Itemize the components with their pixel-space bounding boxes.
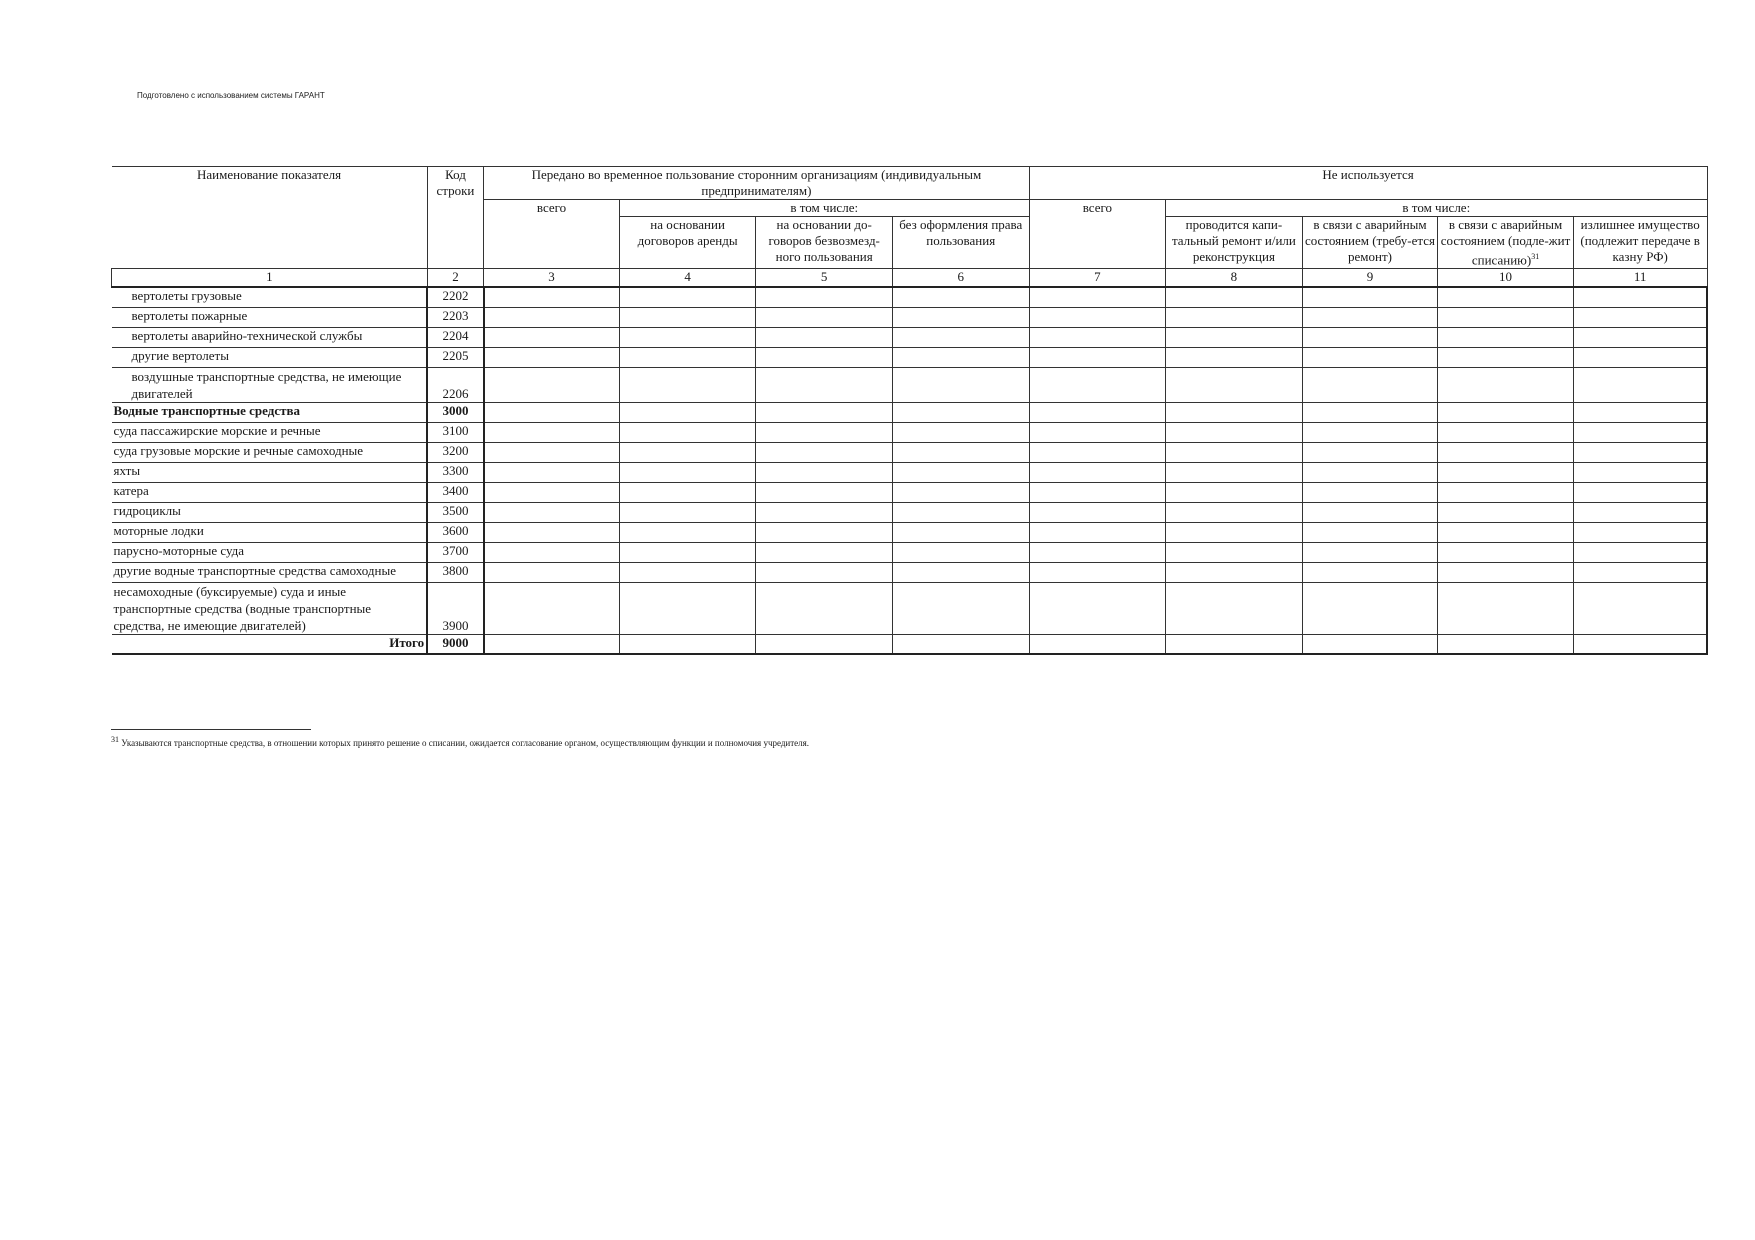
data-cell[interactable] xyxy=(484,307,620,327)
col-number: 5 xyxy=(756,269,893,288)
data-cell[interactable] xyxy=(756,442,893,462)
data-cell[interactable] xyxy=(619,367,756,402)
table-row xyxy=(112,287,1708,307)
data-cell[interactable] xyxy=(1302,562,1438,582)
table-row xyxy=(112,327,1708,347)
data-cell[interactable] xyxy=(1573,367,1707,402)
data-cell[interactable] xyxy=(1302,462,1438,482)
header-free-use: на основании до-говоров безвозмезд-ного пользования xyxy=(756,217,893,269)
data-cell[interactable] xyxy=(619,347,756,367)
total-row xyxy=(112,634,1708,654)
data-cell[interactable] xyxy=(756,287,893,307)
row-code: 3200 xyxy=(427,442,484,462)
data-cell[interactable] xyxy=(1438,462,1574,482)
header-capital-repair: проводится капи-тальный ремонт и/или реконструкция xyxy=(1166,217,1303,269)
row-code: 3500 xyxy=(427,502,484,522)
row-name: суда грузовые морские и речные самоходные xyxy=(112,442,428,462)
row-name: парусно-моторные суда xyxy=(112,542,428,562)
data-cell[interactable] xyxy=(1573,582,1707,634)
data-cell[interactable] xyxy=(1302,307,1438,327)
data-cell[interactable] xyxy=(484,287,620,307)
data-cell[interactable] xyxy=(892,542,1029,562)
row-name: вертолеты грузовые xyxy=(112,287,428,307)
row-code: 3700 xyxy=(427,542,484,562)
data-cell[interactable] xyxy=(892,634,1029,654)
data-cell[interactable] xyxy=(1166,562,1303,582)
data-cell[interactable] xyxy=(1166,482,1303,502)
row-code: 9000 xyxy=(427,634,484,654)
col-number: 10 xyxy=(1438,269,1574,288)
data-cell[interactable] xyxy=(756,582,893,634)
data-cell[interactable] xyxy=(1302,402,1438,422)
data-cell[interactable] xyxy=(1438,327,1574,347)
col-number: 4 xyxy=(619,269,756,288)
header-unused-including: в том числе: xyxy=(1166,200,1707,217)
data-cell[interactable] xyxy=(1302,634,1438,654)
data-cell[interactable] xyxy=(1438,562,1574,582)
data-cell[interactable] xyxy=(1573,287,1707,307)
row-name: гидроциклы xyxy=(112,502,428,522)
row-name: вертолеты аварийно-технической службы xyxy=(112,327,428,347)
data-cell[interactable] xyxy=(1029,442,1166,462)
row-code: 3600 xyxy=(427,522,484,542)
data-cell[interactable] xyxy=(1438,442,1574,462)
header-unused: Не используется xyxy=(1029,167,1707,200)
data-cell[interactable] xyxy=(484,634,620,654)
data-cell[interactable] xyxy=(619,502,756,522)
data-cell[interactable] xyxy=(756,402,893,422)
data-cell[interactable] xyxy=(756,562,893,582)
data-cell[interactable] xyxy=(619,287,756,307)
data-cell[interactable] xyxy=(892,347,1029,367)
footnote-text: Указываются транспортные средства, в отношении которых принято решение о списании, ожидается согласование органом, осуществляющим функции и полномочия учредителя. xyxy=(121,738,810,748)
data-cell[interactable] xyxy=(1573,522,1707,542)
data-cell[interactable] xyxy=(1438,367,1574,402)
garant-header-note: Подготовлено с использованием системы ГАРАНТ xyxy=(137,91,325,100)
data-cell[interactable] xyxy=(484,442,620,462)
data-cell[interactable] xyxy=(892,482,1029,502)
data-cell[interactable] xyxy=(1438,522,1574,542)
data-cell[interactable] xyxy=(619,582,756,634)
col-number: 3 xyxy=(484,269,620,288)
data-cell[interactable] xyxy=(1029,422,1166,442)
table-row xyxy=(112,482,1708,502)
data-cell[interactable] xyxy=(1438,347,1574,367)
data-cell[interactable] xyxy=(1573,402,1707,422)
data-cell[interactable] xyxy=(1302,347,1438,367)
data-cell[interactable] xyxy=(756,634,893,654)
table-row xyxy=(112,347,1708,367)
col-number: 8 xyxy=(1166,269,1303,288)
data-cell[interactable] xyxy=(1302,582,1438,634)
data-cell[interactable] xyxy=(1029,347,1166,367)
data-cell[interactable] xyxy=(892,402,1029,422)
data-cell[interactable] xyxy=(484,327,620,347)
data-cell[interactable] xyxy=(484,562,620,582)
col-number: 2 xyxy=(427,269,484,288)
data-cell[interactable] xyxy=(1573,327,1707,347)
data-cell[interactable] xyxy=(1166,522,1303,542)
data-cell[interactable] xyxy=(1438,542,1574,562)
header-code: Код строки xyxy=(427,167,484,269)
data-cell[interactable] xyxy=(619,402,756,422)
row-name: моторные лодки xyxy=(112,522,428,542)
row-name: другие вертолеты xyxy=(112,347,428,367)
table-row xyxy=(112,502,1708,522)
row-code: 3000 xyxy=(427,402,484,422)
data-cell[interactable] xyxy=(1166,347,1303,367)
table-row xyxy=(112,307,1708,327)
col-number: 6 xyxy=(892,269,1029,288)
row-name: Водные транспортные средства xyxy=(112,402,428,422)
data-cell[interactable] xyxy=(1029,287,1166,307)
data-cell[interactable] xyxy=(1438,482,1574,502)
data-cell[interactable] xyxy=(484,542,620,562)
data-cell[interactable] xyxy=(1166,582,1303,634)
header-emergency-writeoff: в связи с аварийным состоянием (подле-жит списанию)$^{31}$ xyxy=(1438,217,1574,269)
data-cell[interactable] xyxy=(756,422,893,442)
data-cell[interactable] xyxy=(1573,502,1707,522)
row-code: 3100 xyxy=(427,422,484,442)
data-cell[interactable] xyxy=(1438,502,1574,522)
data-cell[interactable] xyxy=(892,442,1029,462)
data-cell[interactable] xyxy=(484,422,620,442)
data-cell[interactable] xyxy=(619,482,756,502)
data-cell[interactable] xyxy=(1302,522,1438,542)
data-cell[interactable] xyxy=(756,307,893,327)
table-row xyxy=(112,422,1708,442)
row-code: 2203 xyxy=(427,307,484,327)
data-cell[interactable] xyxy=(1302,287,1438,307)
header-no-rights: без оформления права пользования xyxy=(892,217,1029,269)
data-cell[interactable] xyxy=(892,502,1029,522)
row-name: Итого xyxy=(112,634,428,654)
data-cell[interactable] xyxy=(1029,582,1166,634)
col-number: 11 xyxy=(1573,269,1707,288)
row-code: 3800 xyxy=(427,562,484,582)
report-table xyxy=(111,166,1708,655)
data-cell[interactable] xyxy=(1573,442,1707,462)
row-name: воздушные транспортные средства, не имеющие двигателей xyxy=(112,367,428,402)
data-cell[interactable] xyxy=(1029,522,1166,542)
data-cell[interactable] xyxy=(1573,562,1707,582)
row-name: несамоходные (буксируемые) суда и иные транспортные средства (водные транспортные средства, не имеющие двигателей) xyxy=(112,582,428,634)
data-cell[interactable] xyxy=(484,462,620,482)
data-cell[interactable] xyxy=(619,542,756,562)
data-cell[interactable] xyxy=(756,482,893,502)
data-cell[interactable] xyxy=(619,522,756,542)
data-cell[interactable] xyxy=(1166,422,1303,442)
data-cell[interactable] xyxy=(484,582,620,634)
footnote-ref: 31 xyxy=(1531,252,1540,261)
data-cell[interactable] xyxy=(1302,542,1438,562)
footnote-divider xyxy=(111,729,311,730)
row-name: вертолеты пожарные xyxy=(112,307,428,327)
table-row xyxy=(112,462,1708,482)
row-name: яхты xyxy=(112,462,428,482)
row-code: 2202 xyxy=(427,287,484,307)
data-cell[interactable] xyxy=(1302,367,1438,402)
data-cell[interactable] xyxy=(484,367,620,402)
data-cell[interactable] xyxy=(484,482,620,502)
data-cell[interactable] xyxy=(1438,582,1574,634)
data-cell[interactable] xyxy=(892,327,1029,347)
data-cell[interactable] xyxy=(1029,634,1166,654)
header-transferred-total: всего xyxy=(484,200,620,269)
data-cell[interactable] xyxy=(1438,634,1574,654)
data-cell[interactable] xyxy=(1573,482,1707,502)
data-cell[interactable] xyxy=(1029,327,1166,347)
data-cell[interactable] xyxy=(484,522,620,542)
data-cell[interactable] xyxy=(1573,422,1707,442)
data-cell[interactable] xyxy=(619,442,756,462)
data-cell[interactable] xyxy=(892,367,1029,402)
data-cell[interactable] xyxy=(892,422,1029,442)
data-cell[interactable] xyxy=(1573,542,1707,562)
header-emergency-repair: в связи с аварийным состоянием (требу-ется ремонт) xyxy=(1302,217,1438,269)
data-cell[interactable] xyxy=(1302,422,1438,442)
row-name: катера xyxy=(112,482,428,502)
row-code: 3300 xyxy=(427,462,484,482)
data-cell[interactable] xyxy=(484,502,620,522)
data-cell[interactable] xyxy=(619,327,756,347)
table-row xyxy=(112,522,1708,542)
data-cell[interactable] xyxy=(1166,307,1303,327)
header-name: Наименование показателя xyxy=(112,167,428,269)
data-cell[interactable] xyxy=(1166,402,1303,422)
row-code: 3900 xyxy=(427,582,484,634)
data-cell[interactable] xyxy=(1438,287,1574,307)
footnote xyxy=(111,735,809,748)
data-cell[interactable] xyxy=(892,582,1029,634)
data-cell[interactable] xyxy=(1029,482,1166,502)
data-cell[interactable] xyxy=(892,307,1029,327)
data-cell[interactable] xyxy=(1029,462,1166,482)
row-code: 3400 xyxy=(427,482,484,502)
header-transferred: Передано во временное пользование сторонним организациям (индивидуальным предпринимателям) xyxy=(484,167,1029,200)
data-cell[interactable] xyxy=(1166,367,1303,402)
table-row xyxy=(112,402,1708,422)
data-cell[interactable] xyxy=(1166,462,1303,482)
data-cell[interactable] xyxy=(1438,422,1574,442)
data-cell[interactable] xyxy=(756,367,893,402)
data-cell[interactable] xyxy=(892,562,1029,582)
table-row xyxy=(112,367,1708,402)
data-cell[interactable] xyxy=(619,634,756,654)
data-cell[interactable] xyxy=(1166,634,1303,654)
data-cell[interactable] xyxy=(1166,542,1303,562)
data-cell[interactable] xyxy=(1302,482,1438,502)
data-cell[interactable] xyxy=(619,422,756,442)
data-cell[interactable] xyxy=(1029,562,1166,582)
data-cell[interactable] xyxy=(1029,402,1166,422)
col-number: 9 xyxy=(1302,269,1438,288)
data-cell[interactable] xyxy=(756,502,893,522)
data-cell[interactable] xyxy=(1302,502,1438,522)
data-cell[interactable] xyxy=(1166,287,1303,307)
data-cell[interactable] xyxy=(892,287,1029,307)
table-row xyxy=(112,562,1708,582)
data-cell[interactable] xyxy=(892,462,1029,482)
table-row xyxy=(112,442,1708,462)
data-cell[interactable] xyxy=(1029,367,1166,402)
data-cell[interactable] xyxy=(1573,634,1707,654)
data-cell[interactable] xyxy=(619,562,756,582)
data-cell[interactable] xyxy=(756,462,893,482)
data-cell[interactable] xyxy=(1029,542,1166,562)
row-name: другие водные транспортные средства самоходные xyxy=(112,562,428,582)
footnote-mark: 31 xyxy=(111,735,119,744)
header-unused-total: всего xyxy=(1029,200,1166,269)
data-cell[interactable] xyxy=(1573,462,1707,482)
data-cell[interactable] xyxy=(1166,502,1303,522)
data-cell[interactable] xyxy=(1438,402,1574,422)
row-name: суда пассажирские морские и речные xyxy=(112,422,428,442)
data-cell[interactable] xyxy=(484,347,620,367)
col-number: 7 xyxy=(1029,269,1166,288)
data-cell[interactable] xyxy=(756,327,893,347)
data-cell[interactable] xyxy=(1029,502,1166,522)
data-cell[interactable] xyxy=(1166,442,1303,462)
table-row xyxy=(112,582,1708,634)
row-code: 2206 xyxy=(427,367,484,402)
data-cell[interactable] xyxy=(619,307,756,327)
data-cell[interactable] xyxy=(756,542,893,562)
data-cell[interactable] xyxy=(1166,327,1303,347)
data-cell[interactable] xyxy=(1573,347,1707,367)
data-cell[interactable] xyxy=(1302,327,1438,347)
data-cell[interactable] xyxy=(1029,307,1166,327)
data-cell[interactable] xyxy=(484,402,620,422)
header-surplus: излишнее имущество (подлежит передаче в казну РФ) xyxy=(1573,217,1707,269)
data-cell[interactable] xyxy=(892,522,1029,542)
data-cell[interactable] xyxy=(756,347,893,367)
data-cell[interactable] xyxy=(619,462,756,482)
data-cell[interactable] xyxy=(1438,307,1574,327)
row-code: 2204 xyxy=(427,327,484,347)
data-cell[interactable] xyxy=(1573,307,1707,327)
data-cell[interactable] xyxy=(756,522,893,542)
header-lease: на основании договоров аренды xyxy=(619,217,756,269)
header-transferred-including: в том числе: xyxy=(619,200,1029,217)
data-cell[interactable] xyxy=(1302,442,1438,462)
col-number: 1 xyxy=(112,269,428,288)
row-code: 2205 xyxy=(427,347,484,367)
table-row xyxy=(112,542,1708,562)
